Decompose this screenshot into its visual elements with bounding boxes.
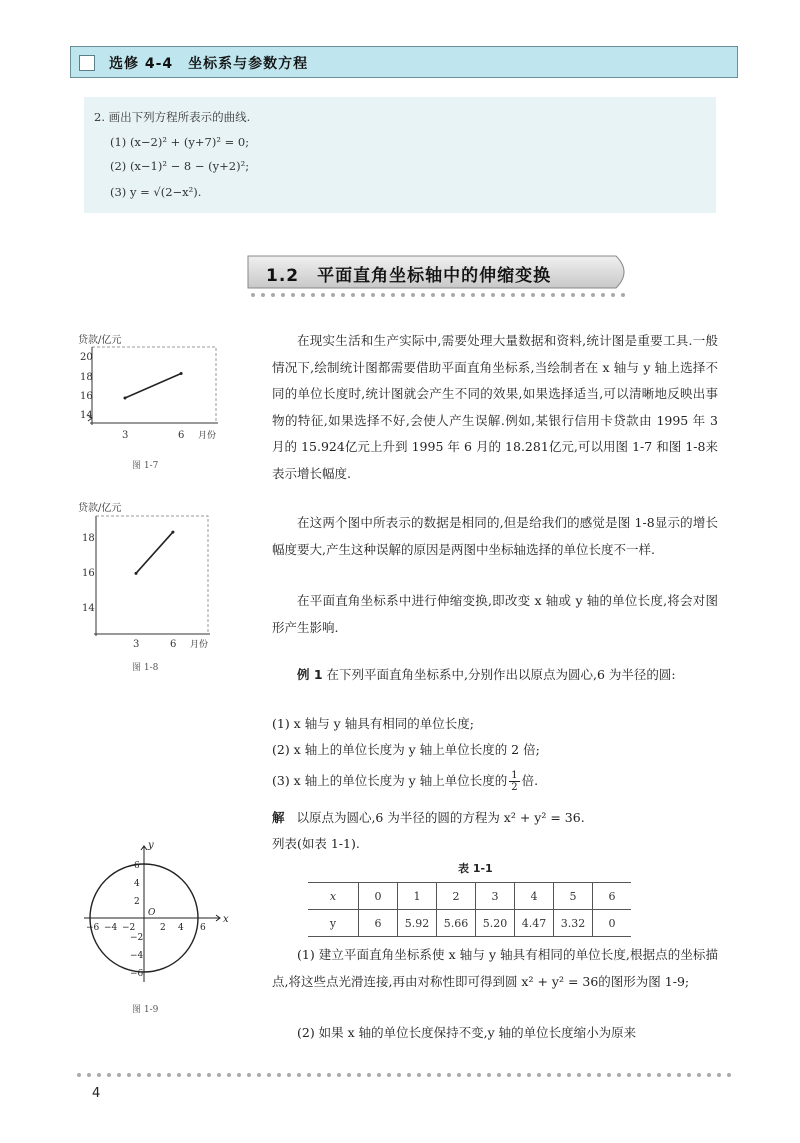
table-cell: 1 xyxy=(398,883,437,910)
fig18-xtick: 3 xyxy=(133,639,140,650)
example-item-3 xyxy=(272,770,538,793)
fig17-ytick: 14 xyxy=(80,410,93,421)
divider-dot xyxy=(167,1073,171,1077)
divider-dot xyxy=(457,1073,461,1077)
divider-dot xyxy=(577,1073,581,1077)
fig17-point xyxy=(180,372,183,375)
table-cell: 5 xyxy=(554,883,593,910)
divider-dot xyxy=(237,1073,241,1077)
divider-dot xyxy=(291,293,295,297)
divider-dot xyxy=(427,1073,431,1077)
fig19-y-label: y xyxy=(148,840,154,851)
fig17-ytick: 18 xyxy=(80,372,93,383)
fig17-xtick: 3 xyxy=(122,430,129,441)
divider-dot xyxy=(627,1073,631,1077)
divider-dot xyxy=(717,1073,721,1077)
divider-dot xyxy=(537,1073,541,1077)
fig19-xtick: −4 xyxy=(104,923,118,933)
divider-dot xyxy=(541,293,545,297)
fig19-xtick: 6 xyxy=(200,923,206,933)
fig17-xlabel: 月份 xyxy=(198,431,217,441)
divider-dot xyxy=(411,293,415,297)
divider-dot xyxy=(247,1073,251,1077)
divider-dot xyxy=(607,1073,611,1077)
divider-dot xyxy=(557,1073,561,1077)
divider-dot xyxy=(277,1073,281,1077)
divider-dot xyxy=(507,1073,511,1077)
divider-dot xyxy=(271,293,275,297)
divider-dot xyxy=(87,1073,91,1077)
divider-dot xyxy=(581,293,585,297)
divider-dot xyxy=(177,1073,181,1077)
fraction-numerator: 1 xyxy=(511,770,518,781)
divider-dot xyxy=(707,1073,711,1077)
footer-dots-divider xyxy=(76,1072,736,1078)
fig19-x-label: x xyxy=(223,914,229,925)
fig19-origin-label: O xyxy=(148,908,156,918)
divider-dot xyxy=(97,1073,101,1077)
divider-dot xyxy=(331,293,335,297)
fig17-point xyxy=(124,396,127,399)
fig17-ylabel: 贷款/亿元 xyxy=(78,335,122,346)
divider-dot xyxy=(397,1073,401,1077)
divider-dot xyxy=(481,293,485,297)
divider-dot xyxy=(387,1073,391,1077)
divider-dot xyxy=(227,1073,231,1077)
example-label: 例 1 xyxy=(297,667,323,682)
fig17-ytick: 16 xyxy=(80,391,93,402)
table-cell: 2 xyxy=(437,883,476,910)
divider-dot xyxy=(311,293,315,297)
fig19-xtick: −6 xyxy=(86,923,100,933)
divider-dot xyxy=(467,1073,471,1077)
table-row xyxy=(308,910,631,937)
fig19-ytick: 4 xyxy=(134,879,140,889)
divider-dot xyxy=(501,293,505,297)
fraction-one-half xyxy=(509,770,519,793)
divider-dot xyxy=(107,1073,111,1077)
fig17-series-line xyxy=(125,373,181,398)
divider-dot xyxy=(487,1073,491,1077)
solution-label: 解 xyxy=(272,810,285,825)
example-text: 在下列平面直角坐标系中,分别作出以原点为圆心,6 为半径的圆: xyxy=(326,667,676,682)
divider-dot xyxy=(77,1073,81,1077)
divider-dot xyxy=(637,1073,641,1077)
divider-dot xyxy=(377,1073,381,1077)
fig18-ytick: 14 xyxy=(82,603,95,614)
divider-dot xyxy=(371,293,375,297)
divider-dot xyxy=(431,293,435,297)
divider-dot xyxy=(407,1073,411,1077)
divider-dot xyxy=(137,1073,141,1077)
table-cell: 0 xyxy=(359,883,398,910)
divider-dot xyxy=(617,1073,621,1077)
body-paragraph-4: (1) 建立平面直角坐标系使 x 轴与 y 轴具有相同的单位长度,根据点的坐标描点,将这些点光滑连接,再由对称性即可得到圆 x² + y² = 36的图形为图 1-9; xyxy=(272,947,718,989)
divider-dot xyxy=(571,293,575,297)
fig18-caption: 图 1-8 xyxy=(132,663,159,673)
fraction-denominator: 2 xyxy=(511,782,518,793)
fig19-xtick: −2 xyxy=(122,923,136,933)
divider-dot xyxy=(117,1073,121,1077)
divider-dot xyxy=(147,1073,151,1077)
fig18-series-line xyxy=(136,532,173,573)
fig18-ytick: 18 xyxy=(82,533,95,544)
table-title: 表 1-1 xyxy=(458,862,493,875)
divider-dot xyxy=(441,293,445,297)
body-paragraph-3: 在平面直角坐标系中进行伸缩变换,即改变 x 轴或 y 轴的单位长度,将会对图形产生影响. xyxy=(272,593,718,635)
divider-dot xyxy=(477,1073,481,1077)
divider-dot xyxy=(567,1073,571,1077)
table-cell: 3.32 xyxy=(554,910,593,937)
table-cell: x xyxy=(308,883,359,910)
table-cell: 6 xyxy=(359,910,398,937)
figure-1-8 xyxy=(78,500,228,650)
divider-dot xyxy=(267,1073,271,1077)
table-cell: 5.20 xyxy=(476,910,515,937)
divider-dot xyxy=(601,293,605,297)
fig18-point xyxy=(171,531,174,534)
fig19-ytick: 2 xyxy=(134,897,140,907)
table-cell: 5.92 xyxy=(398,910,437,937)
divider-dot xyxy=(347,1073,351,1077)
divider-dot xyxy=(727,1073,731,1077)
divider-dot xyxy=(587,1073,591,1077)
divider-dot xyxy=(561,293,565,297)
fig17-xtick: 6 xyxy=(178,430,185,441)
divider-dot xyxy=(451,293,455,297)
divider-dot xyxy=(547,1073,551,1077)
table-1-1 xyxy=(308,882,631,937)
solution-line-2: 列表(如表 1-1). xyxy=(272,836,360,851)
example-item-3-end: 倍. xyxy=(521,773,539,788)
divider-dot xyxy=(321,293,325,297)
divider-dot xyxy=(381,293,385,297)
divider-dot xyxy=(531,293,535,297)
divider-dot xyxy=(257,1073,261,1077)
divider-dot xyxy=(157,1073,161,1077)
fig18-ytick: 16 xyxy=(82,568,95,579)
example-item-3-text: (3) x 轴上的单位长度为 y 轴上单位长度的 xyxy=(272,773,508,788)
divider-dot xyxy=(421,293,425,297)
body-paragraph-1: 在现实生活和生产实际中,需要处理大量数据和资料,统计图是重要工具.一般情况下,绘制统计图都需要借助平面直角坐标系,当绘制者在 x 轴与 y 轴上选择不同的单位长度时,统计图就会产生不同的效果,如果选择适当,可以清晰地反映出事物的特征,如果选择不好,会使人产生误解.例如,某银行信用卡贷款由 1995 年 3 月的 15.924亿元上升到 1995 年 6 月的 18.281亿元,可以用图 1-7 和图 1-8来表示增长幅度. xyxy=(272,333,718,481)
divider-dot xyxy=(447,1073,451,1077)
divider-dot xyxy=(591,293,595,297)
divider-dot xyxy=(251,293,255,297)
exercise-item: (1) (x−2)² + (y+7)² = 0; xyxy=(110,135,250,149)
table-cell: 5.66 xyxy=(437,910,476,937)
exercise-intro: 2. 画出下列方程所表示的曲线. xyxy=(94,110,251,124)
fig19-ytick: −2 xyxy=(130,933,144,943)
figure-1-9 xyxy=(78,838,228,988)
divider-dot xyxy=(517,1073,521,1077)
divider-dot xyxy=(261,293,265,297)
section-title-banner xyxy=(248,256,632,288)
fig19-ytick: −4 xyxy=(130,951,144,961)
divider-dot xyxy=(367,1073,371,1077)
body-paragraph-2: 在这两个图中所表示的数据是相同的,但是给我们的感觉是图 1-8显示的增长幅度要大,产生这种误解的原因是两图中坐标轴选择的单位长度不一样. xyxy=(272,515,718,557)
divider-dot xyxy=(597,1073,601,1077)
divider-dot xyxy=(401,293,405,297)
example-item-1: (1) x 轴与 y 轴具有相同的单位长度; xyxy=(272,716,474,731)
body-paragraph-5: (2) 如果 x 轴的单位长度保持不变,y 轴的单位长度缩小为原来 xyxy=(297,1025,637,1040)
figure-1-7 xyxy=(78,333,228,443)
divider-dot xyxy=(647,1073,651,1077)
header-title: 选修 4-4 坐标系与参数方程 xyxy=(109,56,309,72)
divider-dot xyxy=(127,1073,131,1077)
exercise-box xyxy=(84,97,716,213)
divider-dot xyxy=(461,293,465,297)
divider-dot xyxy=(207,1073,211,1077)
table-cell: 3 xyxy=(476,883,515,910)
table-row xyxy=(308,883,631,910)
example-item-2: (2) x 轴上的单位长度为 y 轴上单位长度的 2 倍; xyxy=(272,742,540,757)
divider-dot xyxy=(287,1073,291,1077)
solution-line xyxy=(272,808,585,826)
fig18-frame xyxy=(96,516,208,634)
chapter-header xyxy=(70,46,738,78)
divider-dot xyxy=(491,293,495,297)
page-number: 4 xyxy=(92,1086,101,1101)
solution-text: 以原点为圆心,6 为半径的圆的方程为 x² + y² = 36. xyxy=(296,810,585,825)
divider-dot xyxy=(697,1073,701,1077)
divider-dot xyxy=(301,293,305,297)
divider-dot xyxy=(361,293,365,297)
section-title: 1.2 平面直角坐标轴中的伸缩变换 xyxy=(266,266,552,286)
divider-dot xyxy=(471,293,475,297)
table-cell: 6 xyxy=(593,883,632,910)
divider-dot xyxy=(497,1073,501,1077)
divider-dot xyxy=(621,293,625,297)
divider-dot xyxy=(317,1073,321,1077)
divider-dot xyxy=(357,1073,361,1077)
fig18-point xyxy=(135,572,138,575)
fig19-xtick: 4 xyxy=(178,923,184,933)
exercise-item: (2) (x−1)² − 8 − (y+2)²; xyxy=(110,159,250,173)
divider-dot xyxy=(417,1073,421,1077)
table-cell: 0 xyxy=(593,910,632,937)
fig18-xlabel: 月份 xyxy=(190,640,209,650)
divider-dot xyxy=(297,1073,301,1077)
fig19-xtick: 2 xyxy=(160,923,166,933)
divider-dot xyxy=(281,293,285,297)
divider-dot xyxy=(307,1073,311,1077)
fig18-ylabel: 贷款/亿元 xyxy=(78,503,122,514)
divider-dot xyxy=(667,1073,671,1077)
title-dots-divider xyxy=(250,292,634,298)
header-square-icon xyxy=(79,55,95,71)
divider-dot xyxy=(611,293,615,297)
divider-dot xyxy=(187,1073,191,1077)
fig18-xtick: 6 xyxy=(170,639,177,650)
divider-dot xyxy=(341,293,345,297)
divider-dot xyxy=(511,293,515,297)
divider-dot xyxy=(327,1073,331,1077)
divider-dot xyxy=(197,1073,201,1077)
divider-dot xyxy=(351,293,355,297)
example-1 xyxy=(272,662,718,689)
divider-dot xyxy=(217,1073,221,1077)
divider-dot xyxy=(521,293,525,297)
divider-dot xyxy=(551,293,555,297)
divider-dot xyxy=(677,1073,681,1077)
table-cell: y xyxy=(308,910,359,937)
fig19-caption: 图 1-9 xyxy=(132,1005,159,1015)
fig17-ytick: 20 xyxy=(80,352,93,363)
divider-dot xyxy=(391,293,395,297)
divider-dot xyxy=(527,1073,531,1077)
table-cell: 4.47 xyxy=(515,910,554,937)
divider-dot xyxy=(437,1073,441,1077)
exercise-item: (3) y = √(2−x²). xyxy=(110,185,202,199)
divider-dot xyxy=(657,1073,661,1077)
fig19-ytick: 6 xyxy=(134,861,140,871)
fig19-ytick: −6 xyxy=(130,969,144,979)
fig17-caption: 图 1-7 xyxy=(132,461,159,471)
table-cell: 4 xyxy=(515,883,554,910)
divider-dot xyxy=(337,1073,341,1077)
divider-dot xyxy=(687,1073,691,1077)
